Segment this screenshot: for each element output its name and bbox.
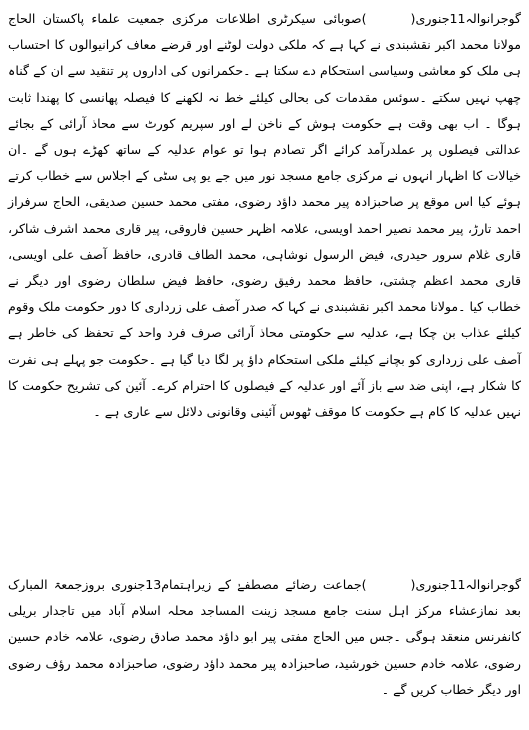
- article-1-byline: )صوبائی سیکرٹری اطلاعات مرکزی جمعیت علماء پاکستان الحاج مولانا محمد: [8, 11, 522, 53]
- article-2-byline: )جماعت رضائے مصطفےٰ کے زیراہتمام13جنوری بروزجمعۃ المبارک: [8, 577, 367, 592]
- news-article-1: [8, 6, 521, 425]
- article-1-dateline: گوجرانوالہ11جنوری(: [410, 11, 521, 26]
- news-article-2: [8, 572, 521, 703]
- article-2-body: بعد نمازعشاء مرکز اہل سنت جامع مسجد زینت المساجد محلہ اسلام آباد میں تاجدار بریلی کانفرنس منعقد ہوگی ۔جس میں الحاج مفتی پیر ابو داؤد محمد صادق رضوی، علامہ خادم حسین رضوی، علامہ خادم حسین خورشید، صاحبزادہ پیر محمد داؤد رضوی، صاحبزادہ محمد رؤف رضوی اور دیگر خطاب کریں گے ۔: [8, 603, 521, 697]
- article-1-body: اکبر نقشبندی نے کہا ہے کہ ملکی دولت لوٹنے اور قرضے معاف کرانیوالوں کا احتساب ہی ملک کو معاشی وسیاسی استحکام دے سکتا ہے ۔حکمرانوں کی اداروں پر تنقید سے ان کے گناہ چھپ نہیں سکتے ۔سوئس مقدمات کی بحالی کیلئے خط نہ لکھنے کا فیصلہ پھانسی کا پھندا ثابت ہوگا ۔ اب بھی وقت ہے حکومت ہوش کے ناخن لے اور سپریم کورٹ سے محاذ آرائی کے بجائے عدالتی فیصلوں پر عملدرآمد کرائے اگر تصادم ہوا تو عوام عدلیہ کے ساتھ کھڑے ہوں گے ۔ان خیالات کا اظہار انہوں نے مرکزی جامع مسجد نور میں جے یو پی سٹی کے اجلاس سے خطاب کرتے ہوئے کیا اس موقع پر صاحبزادہ پیر محمد داؤد رضوی، مفتی محمد حسین صدیقی، الحاج سرفراز احمد تارڑ، پیر محمد نصیر احمد اویسی، علامہ اظہر حسین فاروقی، پیر قاری محمد اشرف شاکر، قاری غلام سرور حیدری، فیض الرسول نوشاہی، محمد الطاف قادری، حافظ آصف علی اویسی، قاری محمد اعظم چشتی، حافظ محمد رفیق رضوی، حافظ فیض سلطان رضوی اور دیگر نے خطاب کیا ۔مولانا محمد اکبر نقشبندی نے کہا کہ صدر آصف علی زرداری کا دور حکومت ملک وقوم کیلئے عذاب بن چکا ہے، عدلیہ سے حکومتی محاذ آرائی صرف فرد واحد کے تحفظ کی خاطر ہے آصف علی زرداری کو بچانے کیلئے ملکی استحکام داؤ پر لگا دیا گیا ہے ۔حکومت جو پہلے ہی نفرت کا شکار ہے، اپنی ضد سے باز آئے اور عدلیہ کے فیصلوں کا احترام کرے۔ آئین کی تشریح حکومت کا نہیں عدلیہ کا کام ہے حکومت کا موقف ٹھوس آئینی وقانونی دلائل سے عاری ہے ۔: [8, 37, 521, 420]
- article-2-dateline: گوجرانوالہ11جنوری(: [410, 577, 521, 592]
